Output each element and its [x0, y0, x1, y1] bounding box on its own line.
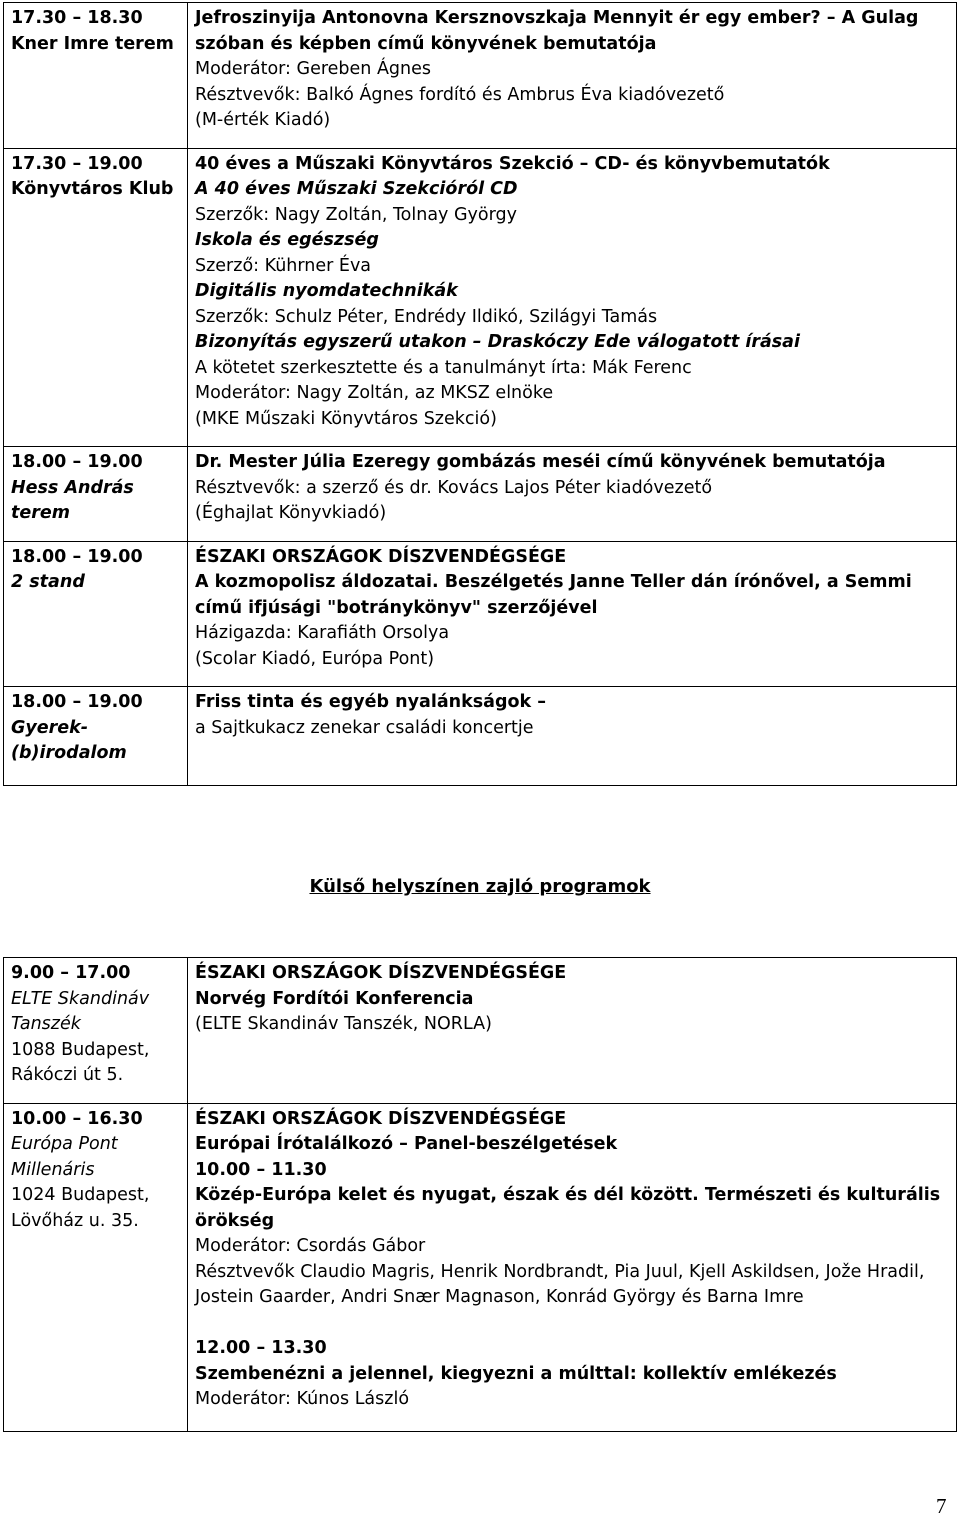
venue-name: Európa Pont Millenáris — [11, 1134, 118, 1180]
time-venue-cell — [4, 541, 188, 687]
program-title: Friss tinta és egyéb nyalánkságok – — [195, 692, 546, 712]
program-line: 10.00 – 11.30 — [195, 1159, 327, 1180]
program-details-cell — [188, 447, 957, 542]
program-line: (Scolar Kiadó, Európa Pont) — [195, 648, 435, 669]
session-time: 9.00 – 17.00 — [11, 963, 131, 983]
session-time: 17.30 – 19.00 — [11, 153, 143, 174]
venue-name: ELTE Skandináv Tanszék — [11, 988, 150, 1034]
program-line: A 40 éves Műszaki Szekcióról CD — [195, 179, 518, 199]
program-line: Közép-Európa kelet és nyugat, észak és dél között. Természeti és kulturális örökség — [195, 1185, 941, 1231]
program-line: Digitális nyomdatechnikák — [195, 281, 458, 301]
schedule-row — [4, 687, 957, 786]
program-line: Moderátor: Nagy Zoltán, az MKSZ elnöke — [195, 383, 554, 403]
venue-name: Kner Imre terem — [11, 33, 174, 54]
page-number: 7 — [936, 1494, 947, 1518]
program-details-cell — [188, 148, 957, 447]
program-line — [195, 1311, 950, 1337]
venue-name: Hess András terem — [11, 477, 134, 523]
program-title: Jefroszinyija Antonovna Kersznovszkaja Mennyit ér egy ember? – A Gulag szóban és képben című könyvének bemutatója — [195, 8, 919, 54]
session-time: 18.00 – 19.00 — [11, 452, 143, 472]
program-line: A kötetet szerkesztette és a tanulmányt írta: Mák Ferenc — [195, 357, 692, 378]
program-line: (ELTE Skandináv Tanszék, NORLA) — [195, 1014, 492, 1034]
program-line: Résztvevők Claudio Magris, Henrik Nordbrandt, Pia Juul, Kjell Askildsen, Jože Hradil, Jostein Gaarder, Andri Snær Magnason, Konrád György és Barna Imre — [195, 1261, 925, 1307]
program-line: Bizonyítás egyszerű utakon – Draskóczy Ede válogatott írásai — [195, 332, 800, 352]
schedule-row — [4, 1103, 957, 1431]
time-venue-cell — [4, 1103, 188, 1431]
schedule-table-external — [3, 957, 957, 1432]
program-line: Szerzők: Nagy Zoltán, Tolnay György — [195, 204, 517, 225]
schedule-row — [4, 148, 957, 447]
program-title: ÉSZAKI ORSZÁGOK DÍSZVENDÉGSÉGE — [195, 1108, 567, 1129]
program-line: Moderátor: Csordás Gábor — [195, 1236, 426, 1256]
session-time: 18.00 – 19.00 — [11, 546, 143, 567]
external-venues-heading: Külső helyszínen zajló programok — [309, 876, 651, 897]
program-line: (MKE Műszaki Könyvtáros Szekció) — [195, 408, 497, 429]
time-venue-cell — [4, 148, 188, 447]
program-line: (Éghajlat Könyvkiadó) — [195, 503, 387, 523]
program-details-cell — [188, 3, 957, 149]
venue-name: Könyvtáros Klub — [11, 179, 174, 199]
program-details-cell — [188, 687, 957, 786]
venue-name: 2 stand — [11, 572, 85, 592]
schedule-table-external-body — [4, 958, 957, 1432]
session-time: 17.30 – 18.30 — [11, 8, 143, 28]
venue-name: Gyerek-(b)irodalom — [11, 717, 127, 763]
venue-address: 1024 Budapest, Lövőház u. 35. — [11, 1185, 150, 1231]
schedule-table-main-body — [4, 3, 957, 786]
program-line: Norvég Fordítói Konferencia — [195, 988, 474, 1009]
venue-address: 1088 Budapest, Rákóczi út 5. — [11, 1039, 150, 1085]
program-title: 40 éves a Műszaki Könyvtáros Szekció – CD- és könyvbemutatók — [195, 153, 830, 174]
time-venue-cell — [4, 687, 188, 786]
schedule-row — [4, 447, 957, 542]
program-line: Iskola és egészség — [195, 230, 379, 250]
schedule-row — [4, 3, 957, 149]
program-line: Szerző: Kührner Éva — [195, 255, 372, 276]
time-venue-cell — [4, 958, 188, 1104]
program-line: Házigazda: Karafiáth Orsolya — [195, 623, 450, 643]
program-line: Moderátor: Gereben Ágnes — [195, 59, 432, 79]
program-line: (M-érték Kiadó) — [195, 110, 331, 130]
schedule-row — [4, 541, 957, 687]
program-line: Résztvevők: Balkó Ágnes fordító és Ambrus Éva kiadóvezető — [195, 84, 725, 105]
program-line: Szembenézni a jelennel, kiegyezni a múlttal: kollektív emlékezés — [195, 1363, 837, 1384]
schedule-table-main — [3, 2, 957, 786]
program-details-cell — [188, 541, 957, 687]
program-line: a Sajtkukacz zenekar családi koncertje — [195, 717, 534, 738]
schedule-row — [4, 958, 957, 1104]
program-line: Európai Írótalálkozó – Panel-beszélgetések — [195, 1134, 618, 1154]
program-line: Szerzők: Schulz Péter, Endrédy Ildikó, Szilágyi Tamás — [195, 306, 658, 327]
program-title: Dr. Mester Júlia Ezeregy gombázás meséi című könyvének bemutatója — [195, 452, 886, 472]
program-title: ÉSZAKI ORSZÁGOK DÍSZVENDÉGSÉGE — [195, 546, 567, 567]
session-time: 10.00 – 16.30 — [11, 1108, 143, 1129]
time-venue-cell — [4, 3, 188, 149]
session-time: 18.00 – 19.00 — [11, 692, 143, 712]
program-line: 12.00 – 13.30 — [195, 1338, 327, 1358]
program-title: ÉSZAKI ORSZÁGOK DÍSZVENDÉGSÉGE — [195, 963, 567, 983]
program-line: Moderátor: Kúnos László — [195, 1389, 410, 1409]
program-details-cell — [188, 958, 957, 1104]
program-line: Résztvevők: a szerző és dr. Kovács Lajos Péter kiadóvezető — [195, 477, 713, 498]
program-details-cell — [188, 1103, 957, 1431]
time-venue-cell — [4, 447, 188, 542]
program-line: A kozmopolisz áldozatai. Beszélgetés Janne Teller dán írónővel, a Semmi című ifjúsági "botránykönyv" szerzőjével — [195, 572, 912, 618]
